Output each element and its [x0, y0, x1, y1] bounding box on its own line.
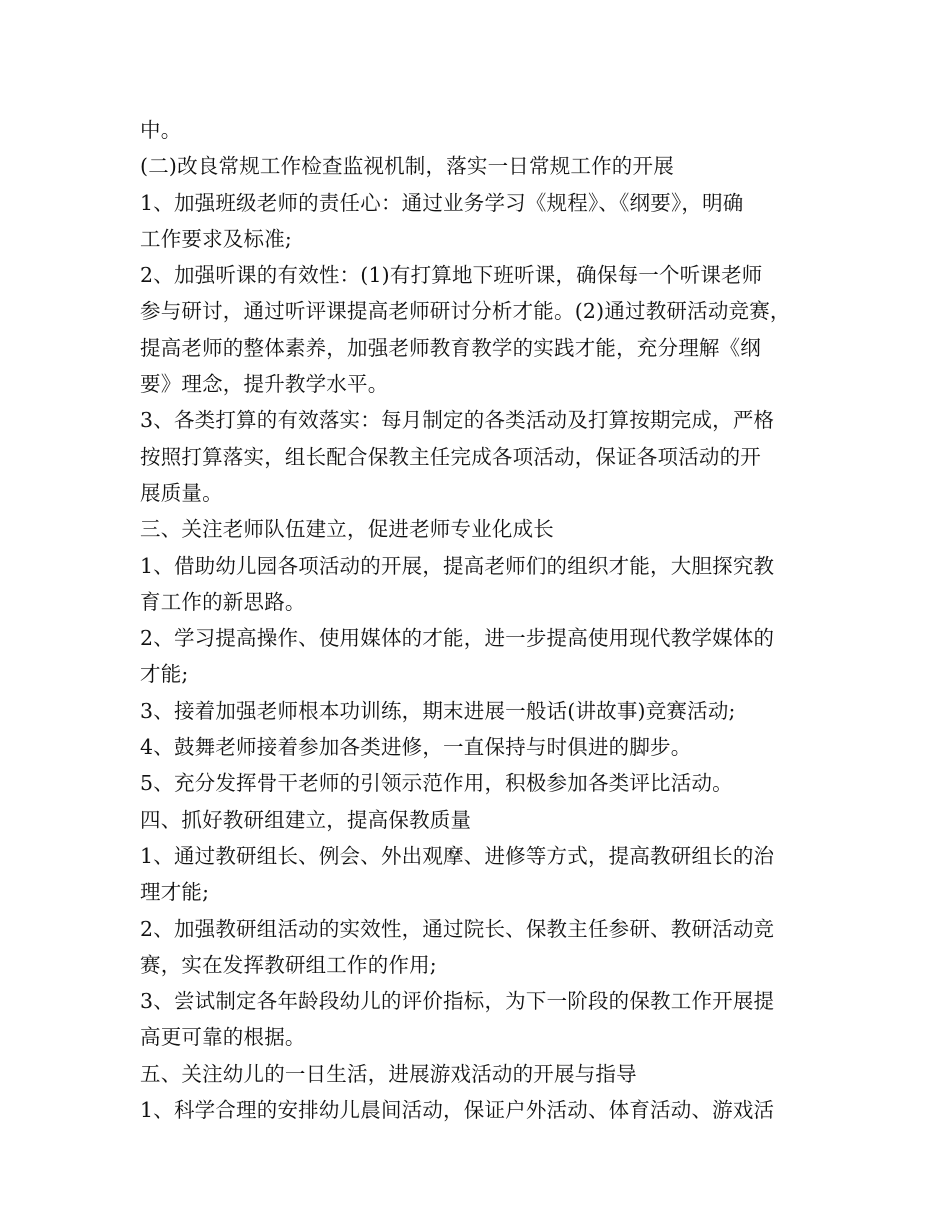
text-line: 才能; [140, 662, 189, 687]
text-line: 2、加强听课的有效性：(1)有打算地下班听课，确保每一个听课老师 [140, 263, 763, 288]
text-line: 高更可靠的根据。 [140, 1025, 306, 1050]
text-line: 工作要求及标准; [140, 226, 293, 251]
text-line: 理才能; [140, 880, 210, 905]
text-line: (二)改良常规工作检查监视机制，落实一日常规工作的开展 [140, 154, 674, 179]
text-line: 赛，实在发挥教研组工作的作用; [140, 952, 437, 977]
text-line: 1、加强班级老师的责任心：通过业务学习《规程》、《纲要》，明确 [140, 190, 744, 215]
text-line: 按照打算落实，组长配合保教主任完成各项活动，保证各项活动的开 [140, 444, 761, 469]
text-line: 提高老师的整体素养，加强老师教育教学的实践才能，充分理解《纲 [140, 335, 761, 360]
text-line: 1、科学合理的安排幼儿晨间活动，保证户外活动、体育活动、游戏活 [140, 1098, 775, 1123]
text-line: 2、学习提高操作、使用媒体的才能，进一步提高使用现代教学媒体的 [140, 626, 775, 651]
text-line: 育工作的新思路。 [140, 589, 306, 614]
text-line: 3、尝试制定各年龄段幼儿的评价指标，为下一阶段的保教工作开展提 [140, 989, 775, 1014]
text-line: 5、充分发挥骨干老师的引领示范作用，积极参加各类评比活动。 [140, 771, 733, 796]
text-line: 4、鼓舞老师接着参加各类进修，一直保持与时俱进的脚步。 [140, 735, 692, 760]
text-line: 要》理念，提升教学水平。 [140, 372, 389, 397]
text-line: 1、通过教研组长、例会、外出观摩、进修等方式，提高教研组长的治 [140, 843, 775, 868]
section-heading: 四、抓好教研组建立，提高保教质量 [140, 807, 472, 832]
text-line: 参与研讨，通过听评课提高老师研讨分析才能。(2)通过教研活动竞赛， [140, 299, 791, 324]
text-line: 3、各类打算的有效落实：每月制定的各类活动及打算按期完成，严格 [140, 408, 775, 433]
text-line: 1、借助幼儿园各项活动的开展，提高老师们的组织才能，大胆探究教 [140, 553, 775, 578]
section-heading: 五、关注幼儿的一日生活，进展游戏活动的开展与指导 [140, 1061, 637, 1086]
text-line: 展质量。 [140, 480, 223, 505]
text-line: 3、接着加强老师根本功训练，期末进展一般话(讲故事)竞赛活动; [140, 698, 736, 723]
text-line: 2、加强教研组活动的实效性，通过院长、保教主任参研、教研活动竞 [140, 916, 775, 941]
document-page [140, 112, 820, 1128]
section-heading: 三、关注老师队伍建立，促进老师专业化成长 [140, 517, 554, 542]
text-line: 中。 [140, 118, 182, 142]
